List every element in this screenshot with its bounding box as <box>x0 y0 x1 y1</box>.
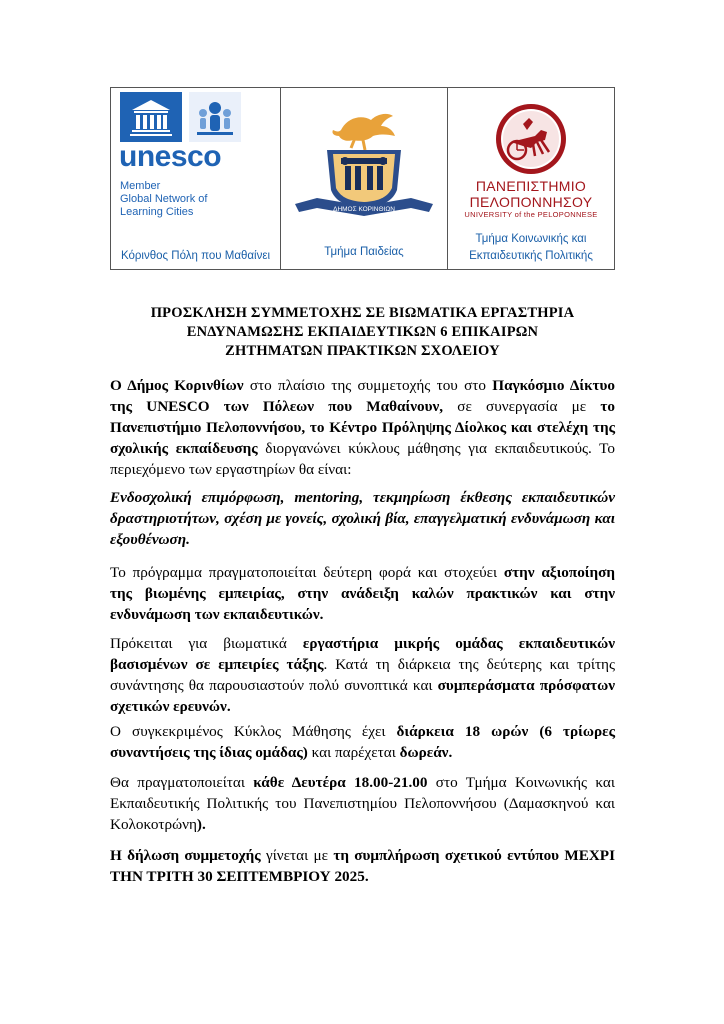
paragraph-intro: Ο Δήμος Κορινθίων στο πλαίσιο της συμμετοχής του στο Παγκόσμιο Δίκτυο της UNESCO των Πόλεων που Μαθαίνουν, σε συνεργασία με το Πανεπιστήμιο Πελοποννήσου, το Κέντρο Πρόληψης Δίολκος και στελέχη της σχολικής εκπαίδευσης διοργανώνει κύκλους μάθησης για εκπαιδευτικούς. Το περιεχόμενο των εργαστηρίων θα είναι: <box>110 377 615 478</box>
unesco-caption: Κόρινθος Πόλη που Μαθαίνει <box>120 250 271 262</box>
paragraph-duration: Ο συγκεκριμένος Κύκλος Μάθησης έχει διάρκεια 18 ωρών (6 τρίωρες συναντήσεις της ίδιας ομάδας) και παρέχεται δωρεάν. <box>110 723 616 761</box>
pegasus-icon <box>332 114 395 150</box>
municipality-caption: Τμήμα Παιδείας <box>324 246 404 258</box>
unesco-member-text: Member Global Network of Learning Cities <box>120 180 208 218</box>
university-name-gr-line2: ΠΕΛΟΠΟΝΝΗΣΟΥ <box>469 194 593 210</box>
unesco-temple-icon <box>120 92 182 142</box>
university-name-gr-line1: ΠΑΝΕΠΙΣΤΗΜΙΟ <box>475 178 587 194</box>
title-line-3: ΖΗΤΗΜΑΤΩΝ ΠΡΑΚΤΙΚΩΝ ΣΧΟΛΕΙΟΥ <box>225 343 500 359</box>
university-caption: Τμήμα Κοινωνικής και Εκπαιδευτικής Πολιτικής <box>469 233 593 262</box>
logo-table <box>110 87 615 270</box>
learning-cities-icon <box>189 92 241 142</box>
paragraph-topics: Ενδοσχολική επιμόρφωση, mentoring, τεκμηρίωση έκθεσης εκπαιδευτικών δραστηριοτήτων, σχέση με γονείς, σχολική βία, επαγγελματική ενδυνάμωση και εξουθένωση. <box>110 489 615 548</box>
municipality-banner-text: ΔΗΜΟΣ ΚΟΡΙΝΘΙΩΝ <box>333 206 395 213</box>
paragraph-registration: Η δήλωση συμμετοχής γίνεται με τη συμπλήρωση σχετικού εντύπου ΜΕΧΡΙ ΤΗΝ ΤΡΙΤΗ 30 ΣΕΠΤΕΜΒΡΙΟΥ 2025. <box>110 847 615 885</box>
unesco-wordmark: unesco <box>119 140 222 173</box>
column-capital-icon <box>327 150 401 208</box>
university-name-en: UNIVERSITY of the PELOPONNESE <box>464 210 598 219</box>
title-line-1: ΠΡΟΣΚΛΗΣΗ ΣΥΜΜΕΤΟΧΗΣ ΣΕ ΒΙΩΜΑΤΙΚΑ ΕΡΓΑΣΤΗΡΙΑ <box>150 305 575 321</box>
paragraph-workshops: Πρόκειται για βιωματικά εργαστήρια μικρής ομάδας εκπαιδευτικών βασισμένων σε εμπειρίες τάξης. Κατά τη διάρκεια της δεύτερης και τρίτης συνάντησης θα παρουσιαστούν πολύ συνοπτικά και συμπεράσματα πρόσφατων σχετικών ερευνών. <box>110 635 615 715</box>
university-logo-cell <box>448 88 614 269</box>
title-line-2: ΕΝΔΥΝΑΜΩΣΗΣ ΕΚΠΑΙΔΕΥΤΙΚΩΝ 6 ΕΠΙΚΑΙΡΩΝ <box>186 324 539 340</box>
municipality-logo-cell <box>281 88 448 269</box>
university-seal-icon <box>491 102 571 181</box>
university-name <box>448 178 614 220</box>
page-title <box>110 304 615 361</box>
unesco-logo-cell <box>111 88 281 269</box>
paragraph-goals: Το πρόγραμμα πραγματοποιείται δεύτερη φορά και στοχεύει στην αξιοποίηση της βιωμένης εμπειρίας, στην ανάδειξη καλών πρακτικών και στην ενδυνάμωση των εκπαιδευτικών. <box>110 564 616 623</box>
municipality-logo <box>289 108 439 231</box>
paragraph-schedule: Θα πραγματοποιείται κάθε Δευτέρα 18.00-21.00 στο Τμήμα Κοινωνικής και Εκπαιδευτικής Πολιτικής του Πανεπιστημίου Πελοποννήσου (Δαμασκηνού και Κολοκοτρώνη). <box>110 774 615 833</box>
